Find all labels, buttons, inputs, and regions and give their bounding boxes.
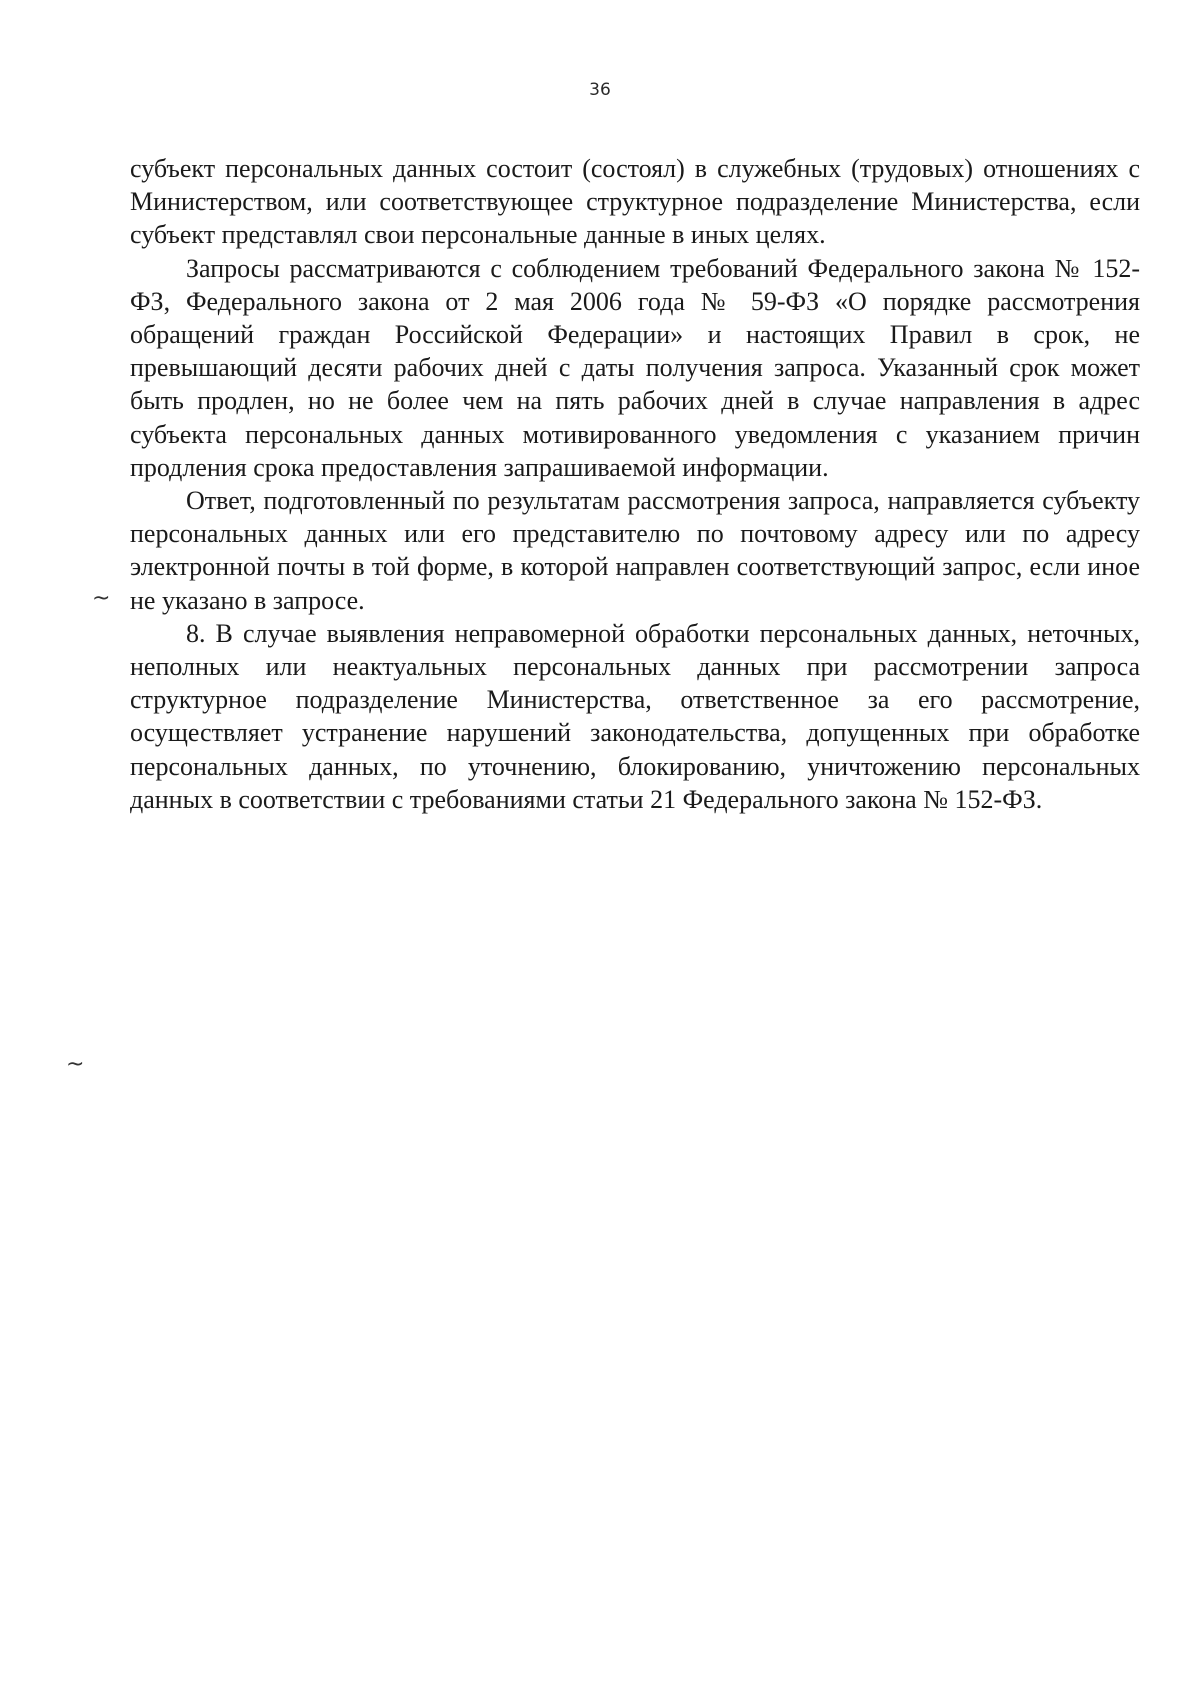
paragraph-2: Запросы рассматриваются с соблюдением требований Федерального закона № 152-ФЗ, Федерального закона от 2 мая 2006 года № 59-ФЗ «О порядке рассмотрения обращений граждан Российской Федерации» и настоящих Правил в срок, не превышающий десяти рабочих дней с даты получения запроса. Указанный срок может быть продлен, но не более чем на пять рабочих дней в случае направления в адрес субъекта персональных данных мотивированного уведомления с указанием причин продления срока предоставления запрашиваемой информации.	[130, 253, 1140, 482]
margin-tilde-mark: ~	[92, 586, 111, 611]
paragraph-4-item-8: 8. В случае выявления неправомерной обработки персональных данных, неточных, неполных или неактуальных персональных данных при рассмотрении запроса структурное подразделение Министерства, ответственное за его рассмотрение, осуществляет устранение нарушений законодательства, допущенных при обработке персональных данных, по уточнению, блокированию, уничтожению персональных данных в соответствии с требованиями статьи 21 Федерального закона № 152-ФЗ.	[130, 618, 1140, 814]
document-body	[130, 152, 1140, 816]
page-number: 36	[589, 80, 611, 100]
margin-tilde-mark: ~	[66, 1052, 85, 1077]
paragraph-3: Ответ, подготовленный по результатам рассмотрения запроса, направляется субъекту персональных данных или его представителю по почтовому адресу или по адресу электронной почты в той форме, в которой направлен соответствующий запрос, если иное не указано в запросе.	[130, 486, 1140, 615]
paragraph-1: субъект персональных данных состоит (состоял) в служебных (трудовых) отношениях с Министерством, или соответствующее структурное подразделение Министерства, если субъект представлял свои персональные данные в иных целях.	[130, 154, 1140, 250]
